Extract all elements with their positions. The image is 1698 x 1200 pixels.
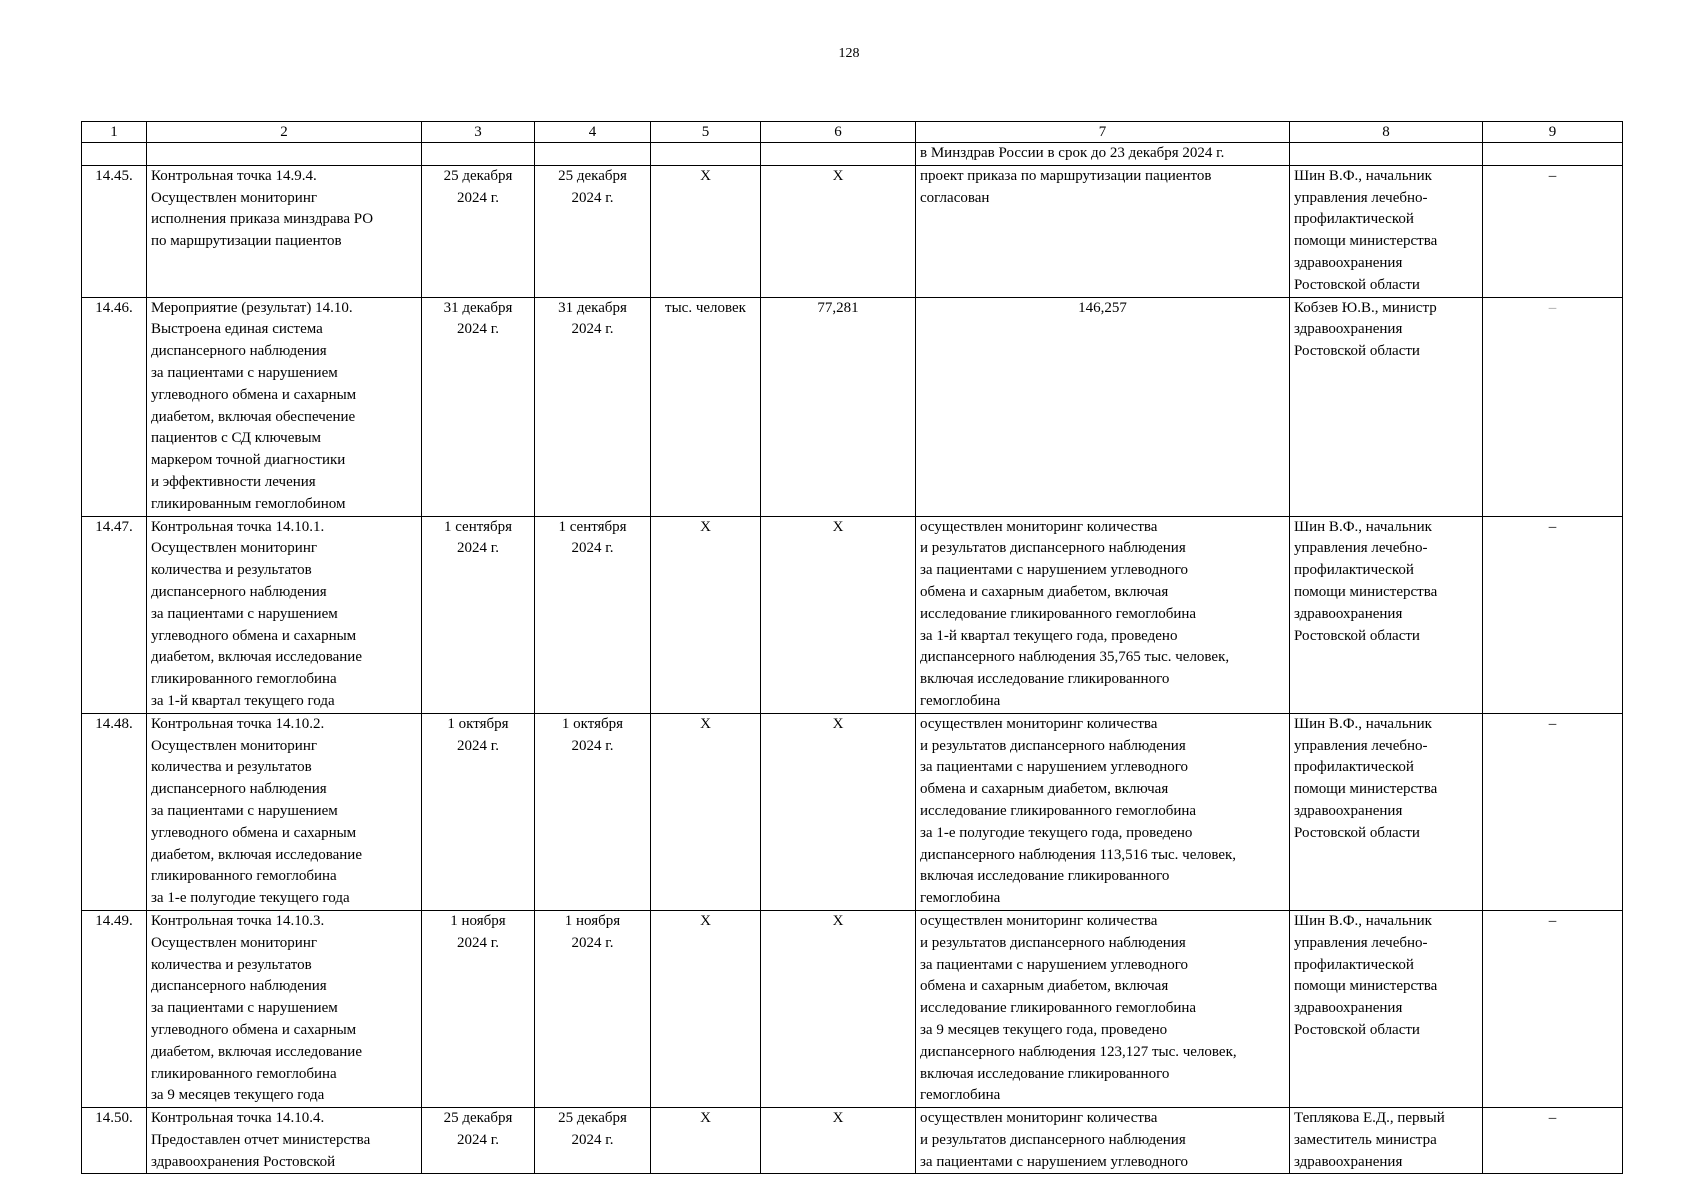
start-date: 1 октября 2024 г. [422,713,535,910]
column-number: 4 [535,122,651,143]
unit: X [651,165,761,297]
unit: тыс. человек [651,297,761,516]
column-number: 9 [1483,122,1623,143]
end-date: 1 сентября 2024 г. [535,516,651,713]
column-number: 1 [82,122,147,143]
measure-name: Контрольная точка 14.10.1. Осуществлен мониторинг количества и результатов диспансерного наблюдения за пациентами с нарушением углеводного обмена и сахарным диабетом, включая исследование гликированного гемоглобина за 1-й квартал текущего года [147,516,422,713]
measure-name: Контрольная точка 14.10.2. Осуществлен мониторинг количества и результатов диспансерного наблюдения за пациентами с нарушением углеводного обмена и сахарным диабетом, включая исследование гликированного гемоглобина за 1-е полугодие текущего года [147,713,422,910]
unit: X [651,910,761,1107]
notes: – [1483,1108,1623,1174]
end-date: 31 декабря 2024 г. [535,297,651,516]
empty-cell [761,143,916,166]
base-value: X [761,516,916,713]
empty-cell [1290,143,1483,166]
row-number: 14.49. [82,910,147,1107]
result-description: осуществлен мониторинг количества и результатов диспансерного наблюдения за пациентами с нарушением углеводного обмена и сахарным диабетом, включая исследование гликированного гемоглобина за 9 месяцев текущего года, проведено диспансерного наблюдения 123,127 тыс. человек, включая исследование гликированного гемоглобина [916,910,1290,1107]
notes: – [1483,910,1623,1107]
page-number: 128 [838,46,860,61]
table-row [82,1108,1623,1174]
end-date: 1 ноября 2024 г. [535,910,651,1107]
end-date: 1 октября 2024 г. [535,713,651,910]
start-date: 25 декабря 2024 г. [422,1108,535,1174]
column-number: 5 [651,122,761,143]
unit: X [651,713,761,910]
notes: – [1483,297,1623,516]
row-number: 14.50. [82,1108,147,1174]
unit: X [651,516,761,713]
continuation-row [82,143,1623,166]
result-description: осуществлен мониторинг количества и результатов диспансерного наблюдения за пациентами с нарушением углеводного обмена и сахарным диабетом, включая исследование гликированного гемоглобина за 1-й квартал текущего года, проведено диспансерного наблюдения 35,765 тыс. человек, включая исследование гликированного гемоглобина [916,516,1290,713]
row-number: 14.48. [82,713,147,910]
result-value: 146,257 [916,297,1290,516]
column-number-row [82,122,1623,143]
base-value: X [761,910,916,1107]
table-row [82,165,1623,297]
measure-name: Контрольная точка 14.10.4. Предоставлен отчет министерства здравоохранения Ростовской [147,1108,422,1174]
table-row [82,910,1623,1107]
measure-name: Мероприятие (результат) 14.10. Выстроена единая система диспансерного наблюдения за пациентами с нарушением углеводного обмена и сахарным диабетом, включая обеспечение пациентов с СД ключевым маркером точной диагностики и эффективности лечения гликированным гемоглобином [147,297,422,516]
plan-table [81,121,1623,1174]
column-number: 7 [916,122,1290,143]
row-number: 14.47. [82,516,147,713]
notes: – [1483,516,1623,713]
table-row [82,713,1623,910]
start-date: 31 декабря 2024 г. [422,297,535,516]
column-number: 2 [147,122,422,143]
notes: – [1483,713,1623,910]
responsible: Кобзев Ю.В., министр здравоохранения Ростовской области [1290,297,1483,516]
start-date: 1 сентября 2024 г. [422,516,535,713]
responsible: Шин В.Ф., начальник управления лечебно- профилактической помощи министерства здравоохранения Ростовской области [1290,713,1483,910]
end-date: 25 декабря 2024 г. [535,1108,651,1174]
base-value: X [761,713,916,910]
empty-cell [422,143,535,166]
result-description: проект приказа по маршрутизации пациентов согласован [916,165,1290,297]
responsible: Шин В.Ф., начальник управления лечебно- профилактической помощи министерства здравоохранения Ростовской области [1290,516,1483,713]
responsible: Шин В.Ф., начальник управления лечебно- профилактической помощи министерства здравоохранения Ростовской области [1290,165,1483,297]
column-number: 3 [422,122,535,143]
responsible: Шин В.Ф., начальник управления лечебно- профилактической помощи министерства здравоохранения Ростовской области [1290,910,1483,1107]
measure-name: Контрольная точка 14.9.4. Осуществлен мониторинг исполнения приказа минздрава РО по маршрутизации пациентов [147,165,422,297]
row-number: 14.46. [82,297,147,516]
base-value: X [761,165,916,297]
empty-cell [1483,143,1623,166]
start-date: 1 ноября 2024 г. [422,910,535,1107]
notes: – [1483,165,1623,297]
column-number: 6 [761,122,916,143]
table-row [82,516,1623,713]
empty-cell [651,143,761,166]
end-date: 25 декабря 2024 г. [535,165,651,297]
result-cell: в Минздрав России в срок до 23 декабря 2024 г. [916,143,1290,166]
row-number: 14.45. [82,165,147,297]
result-description: осуществлен мониторинг количества и результатов диспансерного наблюдения за пациентами с нарушением углеводного [916,1108,1290,1174]
empty-cell [535,143,651,166]
empty-cell [82,143,147,166]
unit: X [651,1108,761,1174]
base-value: 77,281 [761,297,916,516]
measure-name: Контрольная точка 14.10.3. Осуществлен мониторинг количества и результатов диспансерного наблюдения за пациентами с нарушением углеводного обмена и сахарным диабетом, включая исследование гликированного гемоглобина за 9 месяцев текущего года [147,910,422,1107]
result-description: осуществлен мониторинг количества и результатов диспансерного наблюдения за пациентами с нарушением углеводного обмена и сахарным диабетом, включая исследование гликированного гемоглобина за 1-е полугодие текущего года, проведено диспансерного наблюдения 113,516 тыс. человек, включая исследование гликированного гемоглобина [916,713,1290,910]
responsible: Теплякова Е.Д., первый заместитель министра здравоохранения [1290,1108,1483,1174]
base-value: X [761,1108,916,1174]
empty-cell [147,143,422,166]
column-number: 8 [1290,122,1483,143]
table-row [82,297,1623,516]
start-date: 25 декабря 2024 г. [422,165,535,297]
